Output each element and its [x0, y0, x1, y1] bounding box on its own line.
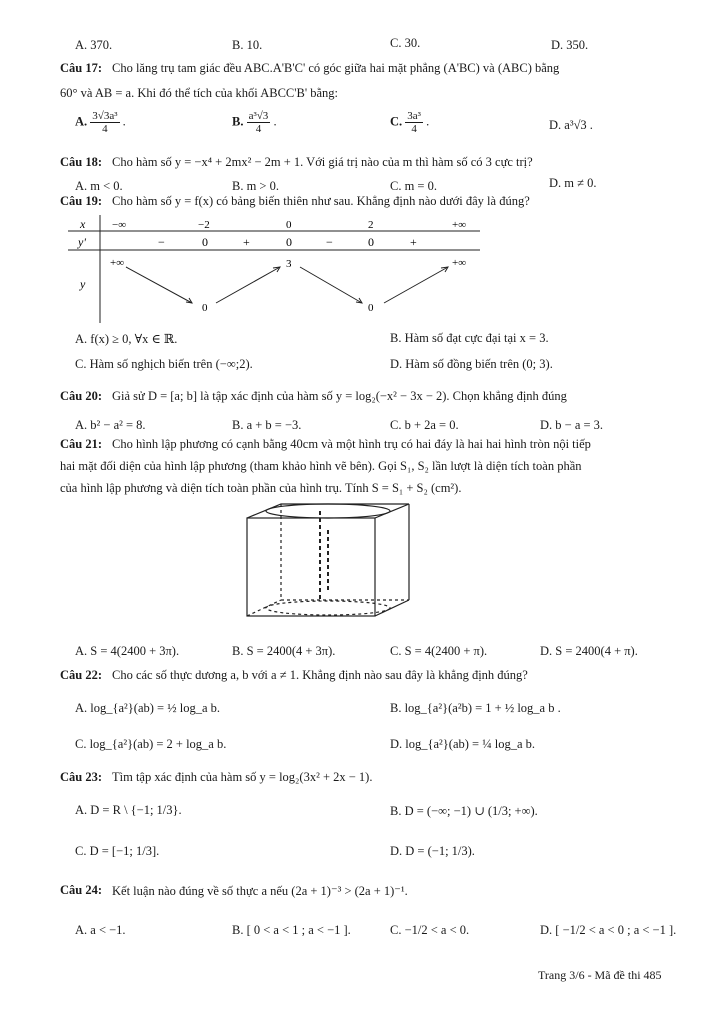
question-17-text-line1: Cho lăng trụ tam giác đều ABC.A'B'C' có góc giữa hai mặt phẳng (A'BC) và (ABC) bằng: [112, 61, 560, 75]
question-17-text-line2: 60° và AB = a. Khi đó thể tích của khối ABCC'B' bằng:: [60, 86, 338, 100]
question-18-text: Cho hàm số y = −x⁴ + 2mx² − 2m + 1. Với giá trị nào của m thì hàm số có 3 cực trị?: [112, 155, 533, 169]
question-18-option-d[interactable]: D. m ≠ 0.: [549, 176, 597, 190]
question-20-option-a[interactable]: A. b² − a² = 8.: [75, 418, 146, 432]
table-yprime-label: y': [78, 235, 86, 249]
question-21-option-a[interactable]: A. S = 4(2400 + 3π).: [75, 644, 180, 658]
question-24-option-d[interactable]: D. [ −1/2 < a < 0 ; a < −1 ].: [540, 923, 677, 937]
table-x-value: +∞: [452, 219, 467, 231]
question-21-text-line2: hai mặt đối diện của hình lập phương (tham khảo hình vẽ bên). Gọi S₁, S₂ lần lượt là diện tích toàn phần: [60, 459, 582, 473]
question-23-option-a[interactable]: A. D = R \ {−1; 1/3}.: [75, 803, 182, 817]
question-21-option-c[interactable]: C. S = 4(2400 + π).: [390, 644, 488, 658]
table-yprime-sign: 0: [202, 235, 208, 249]
table-yprime-sign: −: [326, 235, 333, 249]
question-22-option-a[interactable]: A. log_{a²}(ab) = ½ log_a b.: [75, 701, 220, 715]
prev-option-c: C. 30.: [390, 36, 421, 50]
table-x-value: −2: [198, 219, 210, 231]
question-20-label: Câu 20:: [60, 389, 103, 403]
question-22-option-b[interactable]: B. log_{a²}(a²b) = 1 + ½ log_a b .: [390, 701, 561, 715]
table-yprime-sign: +: [410, 235, 417, 249]
question-18-option-b[interactable]: B. m > 0.: [232, 179, 279, 193]
question-24-option-a[interactable]: A. a < −1.: [75, 923, 126, 937]
question-22-option-d[interactable]: D. log_{a²}(ab) = ¼ log_a b.: [390, 737, 535, 751]
question-19-label: Câu 19:: [60, 194, 103, 208]
question-21-option-b[interactable]: B. S = 2400(4 + 3π).: [232, 644, 336, 658]
question-20-option-c[interactable]: C. b + 2a = 0.: [390, 418, 459, 432]
question-21-text-line1: Cho hình lập phương có cạnh bằng 40cm và một hình trụ có hai đáy là hai hai hình tròn nội tiếp: [112, 437, 591, 451]
variation-table: [68, 215, 488, 325]
question-19-option-c[interactable]: C. Hàm số nghịch biến trên (−∞;2).: [75, 357, 253, 371]
table-y-value: +∞: [110, 257, 125, 269]
question-17-option-c[interactable]: C. $\frac{\text{3a³}}{4}$ .: [390, 110, 430, 135]
question-24-option-b[interactable]: B. [ 0 < a < 1 ; a < −1 ].: [232, 923, 351, 937]
question-19-text: Cho hàm số y = f(x) có bảng biến thiên như sau. Khẳng định nào dưới đây là đúng?: [112, 194, 530, 208]
table-x-value: −∞: [112, 219, 127, 231]
question-23-option-c[interactable]: C. D = [−1; 1/3].: [75, 844, 160, 858]
question-23-option-d[interactable]: D. D = (−1; 1/3).: [390, 844, 475, 858]
question-19-option-a[interactable]: A. f(x) ≥ 0, ∀x ∈ ℝ.: [75, 332, 178, 346]
question-18-label: Câu 18:: [60, 155, 103, 169]
question-19-option-d[interactable]: D. Hàm số đồng biến trên (0; 3).: [390, 357, 553, 371]
question-17-option-a[interactable]: A. $\frac{\text{3√3a³}}{4}$ .: [75, 110, 126, 135]
table-y-value: 3: [286, 258, 292, 270]
table-x-value: 2: [368, 219, 374, 231]
question-24-text: Kết luận nào đúng về số thực a nếu (2a + 1)⁻³ > (2a + 1)⁻¹.: [112, 884, 408, 898]
question-24-option-c[interactable]: C. −1/2 < a < 0.: [390, 923, 470, 937]
prev-option-b: B. 10.: [232, 38, 263, 52]
table-yprime-sign: 0: [286, 235, 292, 249]
table-y-label: y: [80, 277, 86, 291]
question-23-text: Tìm tập xác định của hàm số y = log₂(3x² + 2x − 1).: [112, 770, 373, 784]
question-20-text: Giả sử D = [a; b] là tập xác định của hàm số y = log₂(−x² − 3x − 2). Chọn khẳng định đúng: [112, 389, 567, 403]
question-18-option-c[interactable]: C. m = 0.: [390, 179, 437, 193]
question-20-option-b[interactable]: B. a + b = −3.: [232, 418, 302, 432]
question-22-text: Cho các số thực dương a, b với a ≠ 1. Khẳng định nào sau đây là khẳng định đúng?: [112, 668, 528, 682]
question-22-label: Câu 22:: [60, 668, 103, 682]
prev-option-d: D. 350.: [551, 38, 589, 52]
question-21-option-d[interactable]: D. S = 2400(4 + π).: [540, 644, 638, 658]
question-17-label: Câu 17:: [60, 61, 103, 75]
table-yprime-sign: 0: [368, 235, 374, 249]
question-23-option-b[interactable]: B. D = (−∞; −1) ∪ (1/3; +∞).: [390, 804, 538, 818]
table-x-value: 0: [286, 219, 292, 231]
question-18-option-a[interactable]: A. m < 0.: [75, 179, 123, 193]
table-x-label: x: [80, 217, 86, 231]
table-y-value: 0: [202, 302, 208, 314]
table-yprime-sign: −: [158, 235, 165, 249]
prev-option-a: A. 370.: [75, 38, 113, 52]
question-17-option-b[interactable]: B. $\frac{\text{a³√3}}{4}$ .: [232, 110, 277, 135]
table-arrows: [126, 267, 448, 303]
page-footer: Trang 3/6 - Mã đề thi 485: [538, 968, 662, 982]
cube-cylinder-figure: [225, 500, 425, 625]
table-yprime-sign: +: [243, 235, 250, 249]
question-21-label: Câu 21:: [60, 437, 103, 451]
question-24-label: Câu 24:: [60, 883, 103, 897]
question-23-label: Câu 23:: [60, 770, 103, 784]
table-y-value: +∞: [452, 257, 467, 269]
question-21-text-line3: của hình lập phương và diện tích toàn phần của hình trụ. Tính S = S₁ + S₂ (cm²).: [60, 481, 462, 495]
question-17-option-d[interactable]: D. a³√3 .: [549, 118, 593, 132]
table-y-value: 0: [368, 302, 374, 314]
question-20-option-d[interactable]: D. b − a = 3.: [540, 418, 604, 432]
question-22-option-c[interactable]: C. log_{a²}(ab) = 2 + log_a b.: [75, 737, 227, 751]
question-19-option-b[interactable]: B. Hàm số đạt cực đại tại x = 3.: [390, 331, 549, 345]
